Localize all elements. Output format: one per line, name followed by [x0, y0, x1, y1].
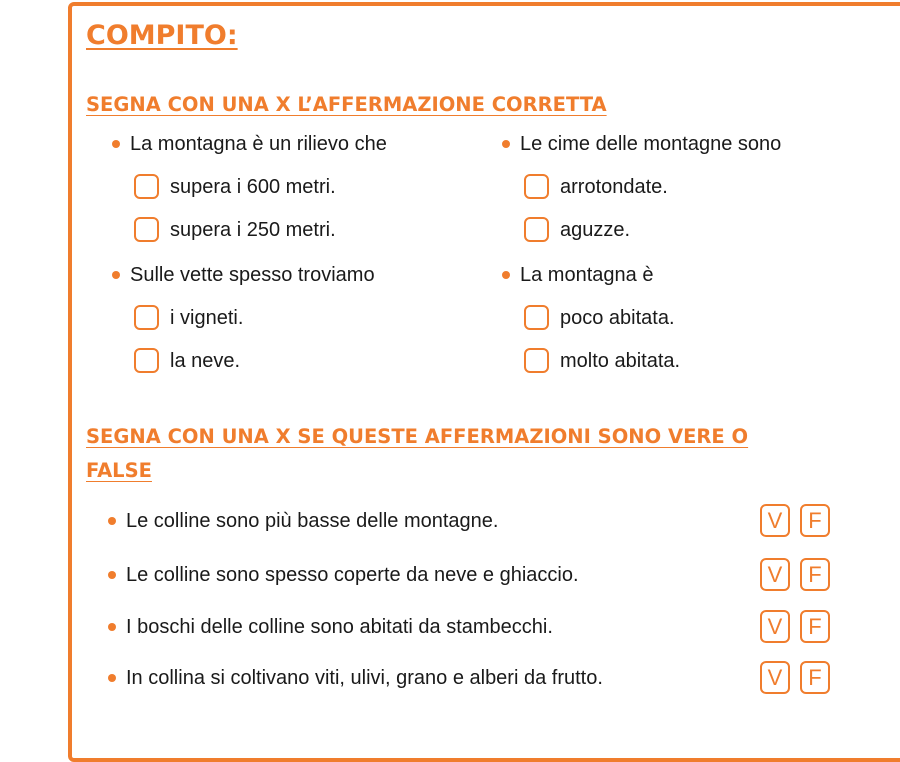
question-stem-text: La montagna è [520, 264, 654, 286]
true-button[interactable]: V [760, 504, 790, 537]
answer-option [502, 215, 882, 245]
statement-text: Le colline sono più basse delle montagne. [126, 510, 499, 532]
question-stem-text: La montagna è un rilievo che [130, 133, 387, 155]
question-stem [502, 260, 882, 290]
answer-option [112, 172, 492, 202]
bullet-icon [112, 140, 120, 148]
statement-text: Le colline sono spesso coperte da neve e ghiaccio. [126, 564, 579, 586]
true-false-row [108, 557, 868, 593]
question-stem-text: Sulle vette spesso troviamo [130, 264, 375, 286]
answer-checkbox[interactable] [524, 305, 549, 330]
question-3 [112, 260, 492, 376]
statement-text: In collina si coltivano viti, ulivi, grano e alberi da frutto. [126, 667, 603, 689]
section2-heading [86, 420, 748, 488]
true-button[interactable]: V [760, 610, 790, 643]
bullet-icon [108, 623, 116, 631]
answer-checkbox[interactable] [524, 217, 549, 242]
answer-checkbox[interactable] [134, 305, 159, 330]
true-false-row [108, 503, 868, 539]
question-2 [502, 129, 882, 245]
answer-option-label: aguzze. [560, 219, 631, 241]
true-button[interactable]: V [760, 661, 790, 694]
answer-option [112, 346, 492, 376]
bullet-icon [112, 271, 120, 279]
answer-checkbox[interactable] [524, 348, 549, 373]
false-button[interactable]: F [800, 504, 830, 537]
answer-option [502, 172, 882, 202]
bullet-icon [108, 517, 116, 525]
section1-heading: SEGNA CON UNA X L’AFFERMAZIONE CORRETTA [86, 93, 607, 116]
answer-option-label: supera i 250 metri. [170, 219, 336, 241]
question-stem [502, 129, 882, 159]
answer-option-label: molto abitata. [560, 350, 681, 372]
false-button[interactable]: F [800, 558, 830, 591]
true-false-row [108, 660, 868, 696]
bullet-icon [502, 271, 510, 279]
answer-option [502, 303, 882, 333]
answer-option-label: supera i 600 metri. [170, 176, 336, 198]
section2-heading-line1: SEGNA CON UNA X SE QUESTE AFFERMAZIONI SONO VERE O [86, 425, 749, 448]
answer-option [112, 215, 492, 245]
answer-option [502, 346, 882, 376]
page-title: COMPITO: [86, 20, 238, 51]
question-4 [502, 260, 882, 376]
false-button[interactable]: F [800, 661, 830, 694]
statement-text: I boschi delle colline sono abitati da stambecchi. [126, 616, 553, 638]
answer-checkbox[interactable] [524, 174, 549, 199]
answer-option-label: arrotondate. [560, 176, 668, 198]
true-false-row [108, 609, 868, 645]
question-stem [112, 129, 492, 159]
answer-option [112, 303, 492, 333]
question-stem [112, 260, 492, 290]
answer-option-label: poco abitata. [560, 307, 675, 329]
answer-checkbox[interactable] [134, 217, 159, 242]
false-button[interactable]: F [800, 610, 830, 643]
answer-checkbox[interactable] [134, 348, 159, 373]
answer-option-label: la neve. [170, 350, 241, 372]
true-button[interactable]: V [760, 558, 790, 591]
bullet-icon [108, 571, 116, 579]
question-1 [112, 129, 492, 245]
bullet-icon [108, 674, 116, 682]
bullet-icon [502, 140, 510, 148]
section2-heading-line2: FALSE [86, 459, 152, 482]
answer-option-label: i vigneti. [170, 307, 244, 329]
question-stem-text: Le cime delle montagne sono [520, 133, 782, 155]
answer-checkbox[interactable] [134, 174, 159, 199]
